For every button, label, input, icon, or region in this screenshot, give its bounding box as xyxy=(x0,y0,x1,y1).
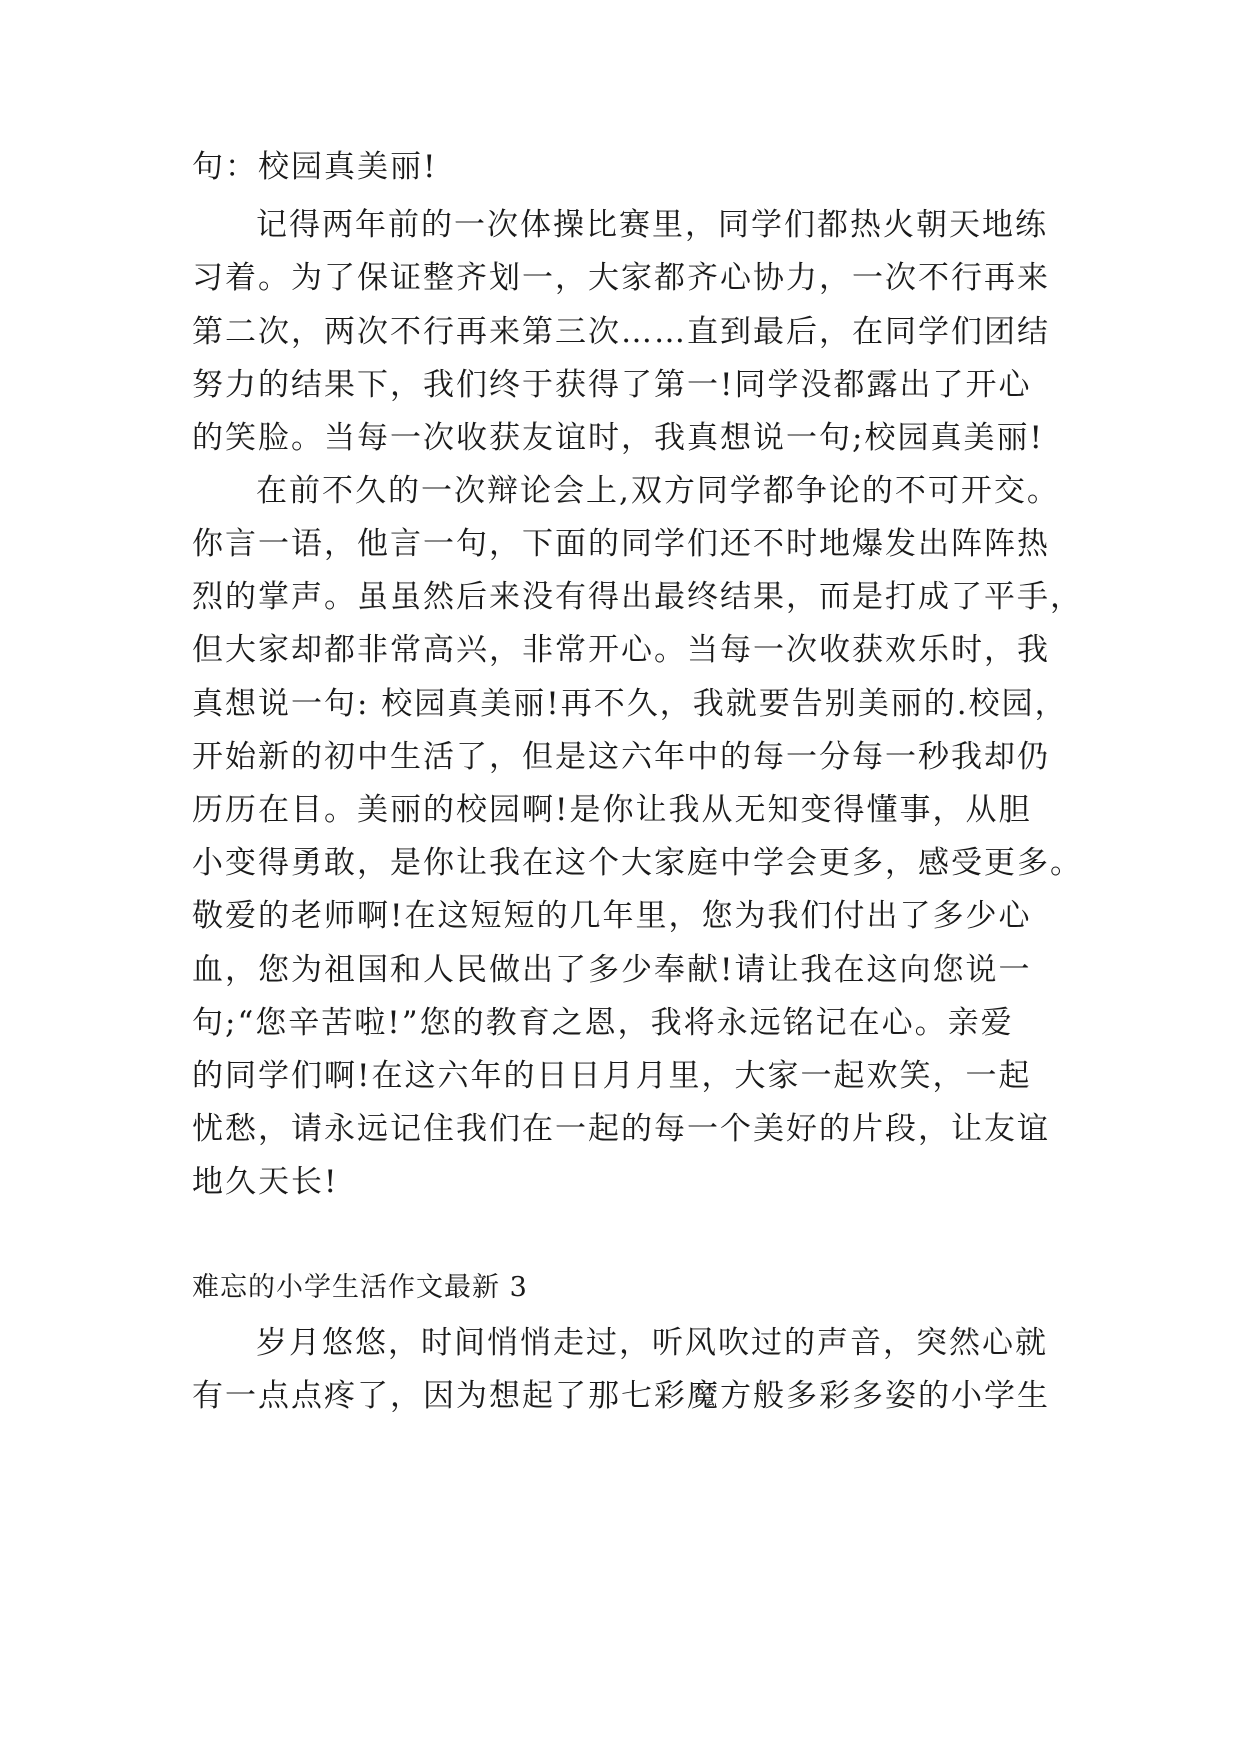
text-line: 的同学们啊!在这六年的日日月月里，大家一起欢笑，一起 xyxy=(192,1058,1032,1094)
text-line: 开始新的初中生活了，但是这六年中的每一分每一秒我却仍 xyxy=(192,739,1050,775)
text-line: 真想说一句: 校园真美丽!再不久，我就要告别美丽的.校园， xyxy=(192,686,1068,722)
text-line: 敬爱的老师啊!在这短短的几年里，您为我们付出了多少心 xyxy=(192,898,1032,934)
text-line: 烈的掌声。虽虽然后来没有得出最终结果，而是打成了平手， xyxy=(192,579,1083,615)
text-line: 小变得勇敢，是你让我在这个大家庭中学会更多，感受更多。 xyxy=(192,845,1083,881)
text-line: 句;“您辛苦啦!”您的教育之恩，我将永远铭记在心。亲爱 xyxy=(192,1005,1014,1041)
paragraph-start-line: 岁月悠悠，时间悄悄走过，听风吹过的声音，突然心就 xyxy=(256,1325,1048,1361)
text-line: 忧愁，请永远记住我们在一起的每一个美好的片段，让友谊 xyxy=(192,1111,1050,1147)
text-line: 努力的结果下，我们终于获得了第一!同学没都露出了开心 xyxy=(192,367,1032,403)
text-line: 习着。为了保证整齐划一，大家都齐心协力，一次不行再来 xyxy=(192,260,1050,296)
text-line: 历历在目。美丽的校园啊!是你让我从无知变得懂事，从胆 xyxy=(192,792,1032,828)
paragraph-start-line: 记得两年前的一次体操比赛里，同学们都热火朝天地练 xyxy=(256,207,1048,243)
text-line: 第二次，两次不行再来第三次……直到最后，在同学们团结 xyxy=(192,314,1050,350)
text-line: 但大家却都非常高兴，非常开心。当每一次收获欢乐时，我 xyxy=(192,632,1050,668)
text-line: 的笑脸。当每一次收获友谊时，我真想说一句;校园真美丽! xyxy=(192,420,1044,456)
text-line: 你言一语，他言一句，下面的同学们还不时地爆发出阵阵热 xyxy=(192,526,1050,562)
text-line: 血，您为祖国和人民做出了多少奉献!请让我在这向您说一 xyxy=(192,952,1032,988)
paragraph-start-line: 在前不久的一次辩论会上,双方同学都争论的不可开交。 xyxy=(256,473,1060,509)
section-heading: 难忘的小学生活作文最新 3 xyxy=(192,1272,528,1303)
text-line: 地久天长! xyxy=(192,1164,339,1200)
text-line: 句：校园真美丽! xyxy=(192,149,438,185)
text-line: 有一点点疼了，因为想起了那七彩魔方般多彩多姿的小学生 xyxy=(192,1378,1050,1414)
